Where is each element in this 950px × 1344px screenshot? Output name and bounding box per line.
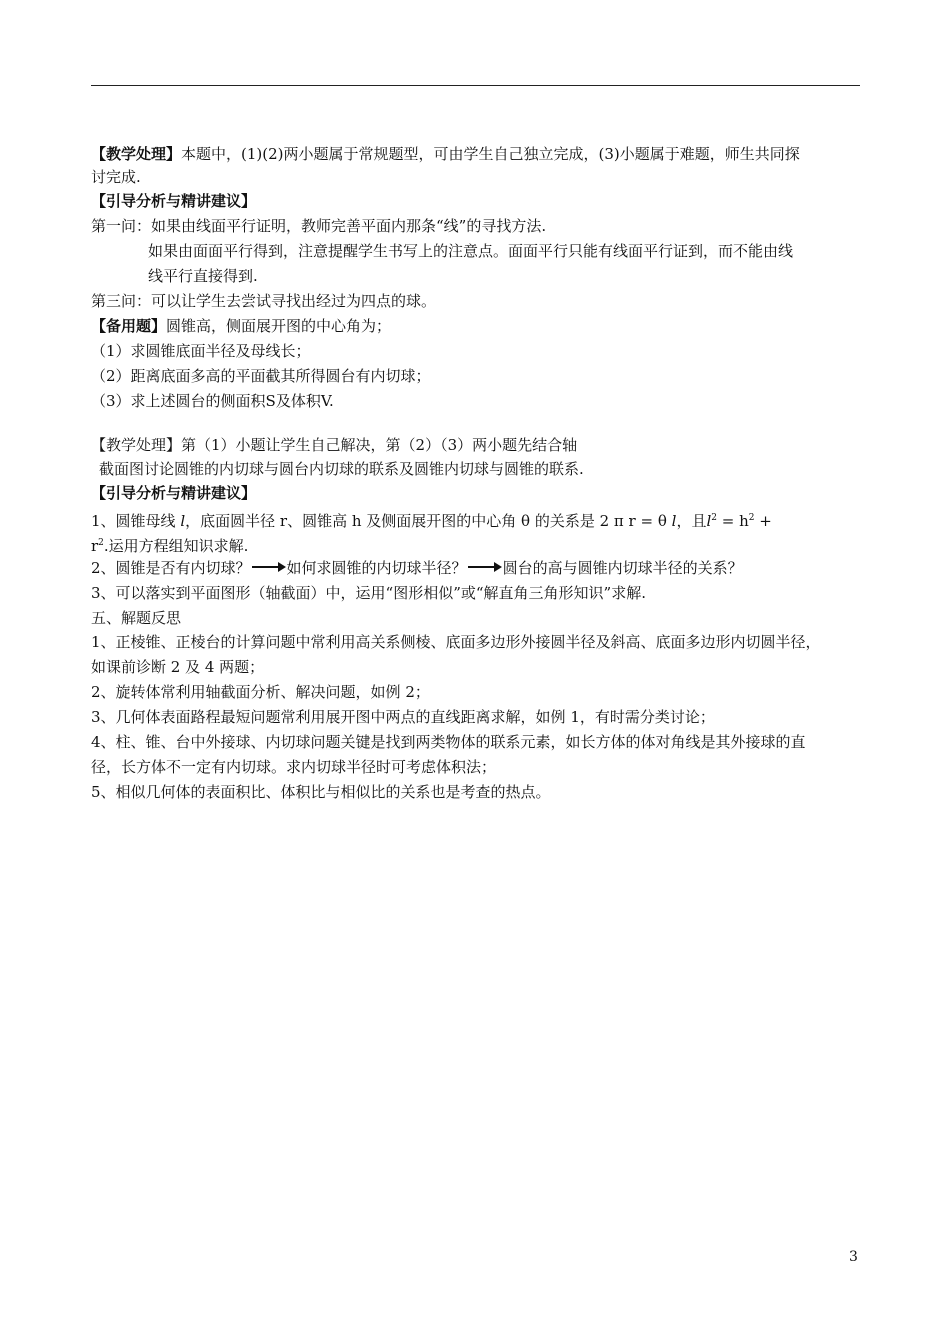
guidance-3: 3、可以落实到平面图形（轴截面）中，运用“图形相似”或“解直角三角形知识”求解. [91, 584, 646, 602]
guidance-2 [91, 558, 743, 578]
backup-text: 圆锥高，侧面展开图的中心角为； [166, 317, 392, 335]
teaching-note-line1 [91, 144, 800, 164]
guidance-1-part-c: ，且 [676, 512, 707, 530]
reflection-4-line2: 径，长方体不一定有内切球。求内切球半径时可考虑体积法； [91, 758, 497, 776]
guidance-1-part-d: = h [717, 512, 749, 530]
backup-item-1: （1）求圆锥底面半径及母线长； [91, 342, 311, 360]
guidance-1-part-b: ，底面圆半径 r、圆锥高 h 及侧面展开图的中心角 θ 的关系是 2 π r = θ [185, 512, 672, 530]
reflection-1-line2: 如课前诊断 2 及 4 两题； [91, 658, 265, 676]
guidance-1-var-l: l [180, 512, 186, 530]
right-arrow-icon [252, 562, 286, 572]
reflection-3: 3、几何体表面路程最短问题常利用展开图中两点的直线距离求解，如例 1，有时需分类讨论； [91, 708, 715, 726]
reflection-5: 5、相似几何体的表面积比、体积比与相似比的关系也是考查的热点。 [91, 783, 551, 801]
backup-item-3: （3）求上述圆台的侧面积S及体积V. [91, 392, 334, 410]
guidance-1-line1 [91, 508, 772, 531]
guidance-1-sup-1: 2 [711, 513, 718, 523]
heading-guidance-2: 【引导分析与精讲建议】 [91, 484, 257, 502]
guidance-1-part-a: 1、圆锥母线 [91, 512, 176, 530]
guidance-1-part-e: + [754, 512, 772, 530]
reflection-1-line1: 1、正棱锥、正棱台的计算问题中常利用高关系侧棱、底面多边形外接圆半径及斜高、底面多边形内切圆半径， [91, 633, 821, 651]
question-1-line3: 线平行直接得到. [148, 267, 258, 285]
backup-label: 【备用题】 [91, 317, 167, 335]
question-1-line2: 如果由面面平行得到，注意提醒学生书写上的注意点。面面平行只能有线面平行证到，而不能由线 [148, 242, 794, 260]
guidance-1-sup-3: 2 [98, 538, 104, 548]
page-number: 3 [849, 1249, 858, 1265]
backup-item-2: （2）距离底面多高的平面截其所得圆台有内切球； [91, 367, 431, 385]
teaching-note-label: 【教学处理】 [91, 145, 182, 163]
header-rule [91, 85, 860, 86]
guidance-1-var-l2: l [671, 512, 677, 530]
reflection-2: 2、旋转体常利用轴截面分析、解决问题，如例 2； [91, 683, 430, 701]
guidance-2-part-b: 如何求圆锥的内切球半径？ [286, 559, 467, 577]
teaching-note-line2: 讨完成. [91, 168, 141, 186]
teaching-note-2-line2: 截面图讨论圆锥的内切球与圆台内切球的联系及圆锥内切球与圆锥的联系. [99, 460, 584, 478]
guidance-1-var-r: r [91, 537, 99, 555]
question-3: 第三问：可以让学生去尝试寻找出经过为四点的球。 [91, 292, 437, 310]
heading-guidance-1: 【引导分析与精讲建议】 [91, 192, 257, 210]
reflection-4-line1: 4、柱、锥、台中外接球、内切球问题关键是找到两类物体的联系元素，如长方体的体对角线是其外接球的直 [91, 733, 806, 751]
question-1-line1: 第一问：如果由线面平行证明，教师完善平面内那条“线”的寻找方法. [91, 217, 547, 235]
heading-reflection: 五、解题反思 [91, 609, 182, 627]
teaching-note-2-line1: 【教学处理】第（1）小题让学生自己解决，第（2）（3）两小题先结合轴 [91, 436, 578, 454]
guidance-1-line2 [91, 533, 248, 556]
right-arrow-icon [468, 562, 502, 572]
guidance-1-sup-2: 2 [748, 513, 755, 523]
backup-problem [91, 316, 391, 336]
guidance-2-part-a: 2、圆锥是否有内切球？ [91, 559, 251, 577]
teaching-note-text: 本题中，(1)(2)两小题属于常规题型，可由学生自己独立完成，(3)小题属于难题，师生共同探 [181, 145, 800, 163]
guidance-2-part-c: 圆台的高与圆锥内切球半径的关系？ [502, 559, 743, 577]
guidance-1-var-l3: l [706, 512, 712, 530]
guidance-1-tail: .运用方程组知识求解. [103, 537, 249, 555]
